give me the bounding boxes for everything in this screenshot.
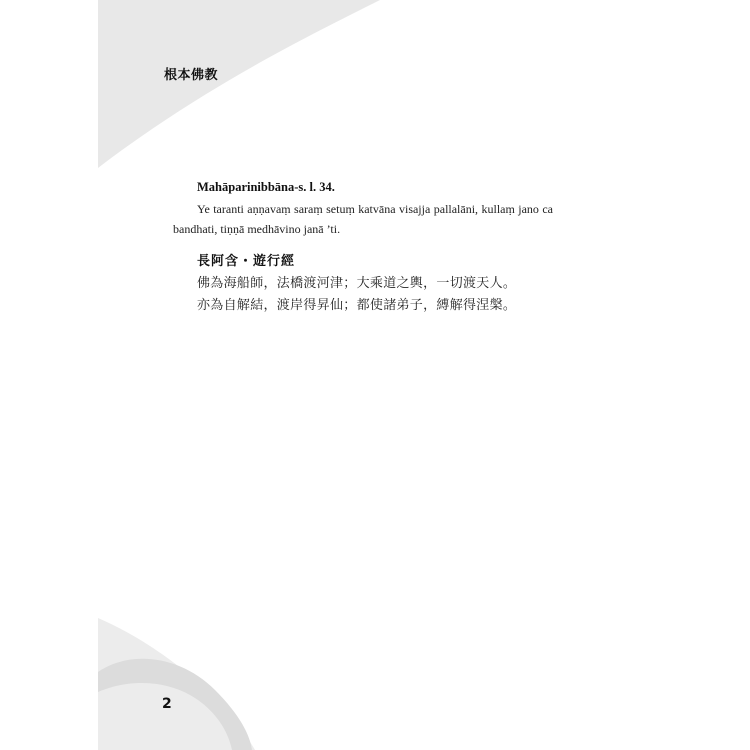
page-number: 2 — [162, 696, 172, 712]
running-header-title: 根本佛教 — [164, 68, 219, 83]
chinese-verse-line: 佛為海船師，法橋渡河津；大乘道之輿，一切渡天人。 — [197, 276, 517, 291]
chinese-verse-line: 亦為自解結，渡岸得昇仙；都使諸弟子，縛解得涅槃。 — [197, 298, 517, 313]
chinese-section-heading: 長阿含・遊行經 — [197, 254, 296, 269]
pali-verse-text: Ye taranti aṇṇavaṃ saraṃ setuṃ katvāna visajja pallalāni, kullaṃ jano ca bandhati, tiṇṇā medhāvino janā ’ti. — [173, 202, 553, 236]
pali-section-heading: Mahāparinibbāna-s. l. 34. — [197, 180, 335, 194]
